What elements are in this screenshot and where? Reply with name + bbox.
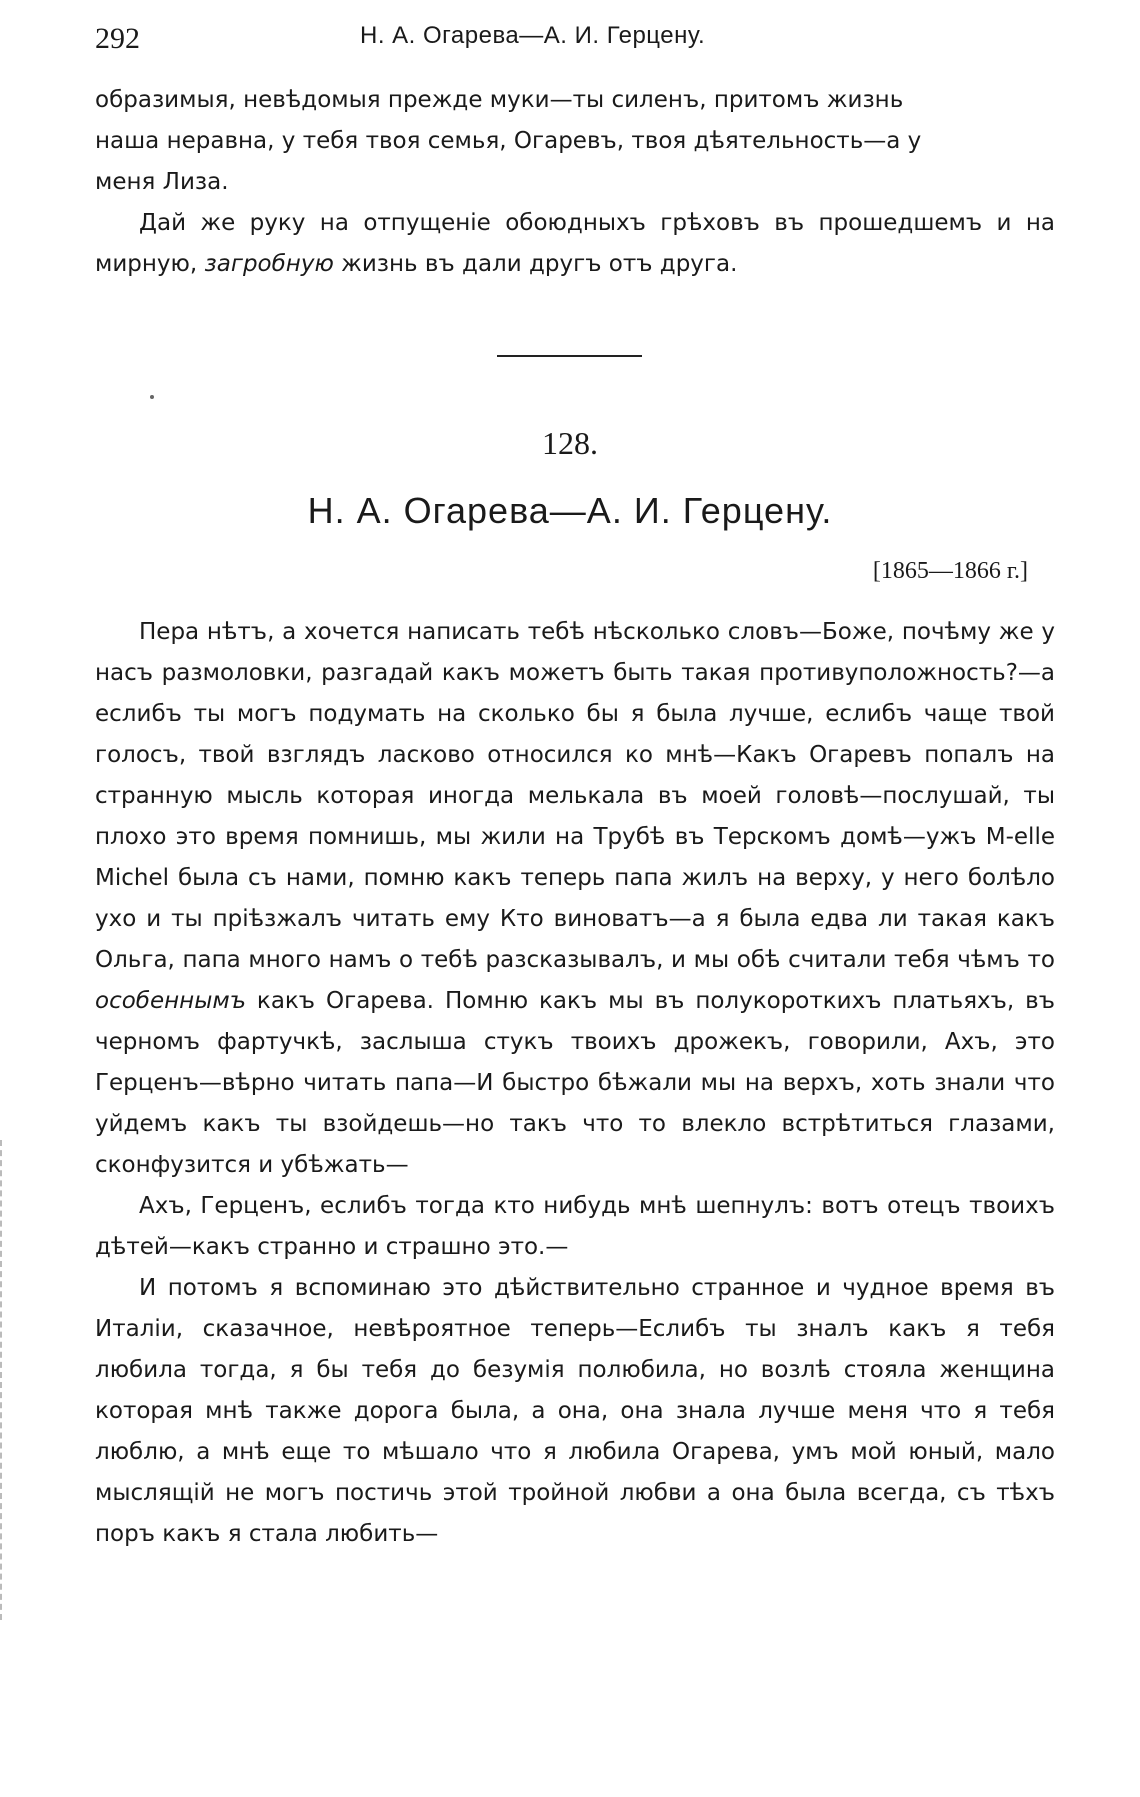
running-head: Н. А. Огарева—А. И. Герцену.: [360, 22, 706, 49]
italic-word: особеннымъ: [95, 988, 246, 1014]
italic-word: загробную: [204, 251, 334, 277]
letter-number: 128.: [542, 425, 598, 461]
paragraph: И потомъ я вспоминаю это дѣйствительно странное и чудное время въ Италіи, сказачное, невѣроятное теперь—Еслибъ ты зналъ какъ я тебя любила тогда, я бы тебя до безумія полюбила, но возлѣ стояла женщина которая мнѣ также дорога была, а она, она знала лучше меня что я тебя люблю, а мнѣ еще то мѣшало что я любила Огарева, умъ мой юный, мало мыслящій не могъ постичь этой тройной любви а она была всегда, съ тѣхъ поръ какъ я стала любить—: [95, 1275, 1055, 1547]
paragraph: Ахъ, Герценъ, еслибъ тогда кто нибудь мнѣ шепнулъ: вотъ отецъ твоихъ дѣтей—какъ странно и страшно это.—: [95, 1193, 1055, 1260]
text-run: какъ Огарева. Помню какъ мы въ полукороткихъ платьяхъ, въ черномъ фартучкѣ, заслыша стукъ твоихъ дрожекъ, говорили, Ахъ, это Герценъ—вѣрно читать папа—И быстро бѣжали мы на верхъ, хоть знали что уйдемъ какъ ты взойдешь—но такъ что то влекло встрѣтиться глазами, сконфузится и убѣжать—: [95, 988, 1055, 1178]
letter-title: Н. А. Огарева—А. И. Герцену.: [307, 490, 833, 531]
text-run: Дай же руку на отпущеніе обоюдныхъ грѣховъ въ прошедшемъ и на мирную,: [95, 210, 1055, 277]
letter-body: [95, 612, 1055, 1555]
paragraph: [95, 80, 1055, 203]
section-divider: [497, 355, 642, 357]
text-run: жизнь въ дали другъ отъ друга.: [333, 251, 738, 277]
letter-date: [1865—1866 г.]: [872, 558, 1028, 584]
text-line: образимыя, невѣдомыя прежде муки—ты силенъ, притомъ жизнь: [95, 87, 904, 113]
print-speck: [150, 395, 154, 399]
previous-letter-ending: [95, 80, 1055, 285]
paragraph: [95, 612, 1055, 1186]
text-line: меня Лиза.: [95, 169, 229, 195]
page-number: 292: [95, 22, 140, 55]
page-header: [95, 22, 1055, 62]
paragraph: [95, 203, 1055, 285]
text-line: наша неравна, у тебя твоя семья, Огаревъ, твоя дѣятельность—а у: [95, 128, 922, 154]
scan-edge: [0, 1140, 5, 1620]
text-run: Пера нѣтъ, а хочется написать тебѣ нѣсколько словъ—Боже, почѣму же у насъ размоловки, разгадай какъ можетъ быть такая противуположность?—а еслибъ ты могъ подумать на сколько бы я была лучше, еслибъ чаще твой голосъ, твой взглядъ ласково относился ко мнѣ—Какъ Огаревъ попалъ на странную мысль которая иногда мелькала въ моей головѣ—послушай, ты плохо это время помнишь, мы жили на Трубѣ въ Терскомъ домѣ—ужъ M-elle Michel была съ нами, помню какъ теперь папа жилъ на верху, у него болѣло ухо и ты пріѣзжалъ читать ему Кто виноватъ—а я была едва ли такая какъ Ольга, папа много намъ о тебѣ разсказывалъ, и мы обѣ считали тебя чѣмъ то: [95, 619, 1055, 973]
